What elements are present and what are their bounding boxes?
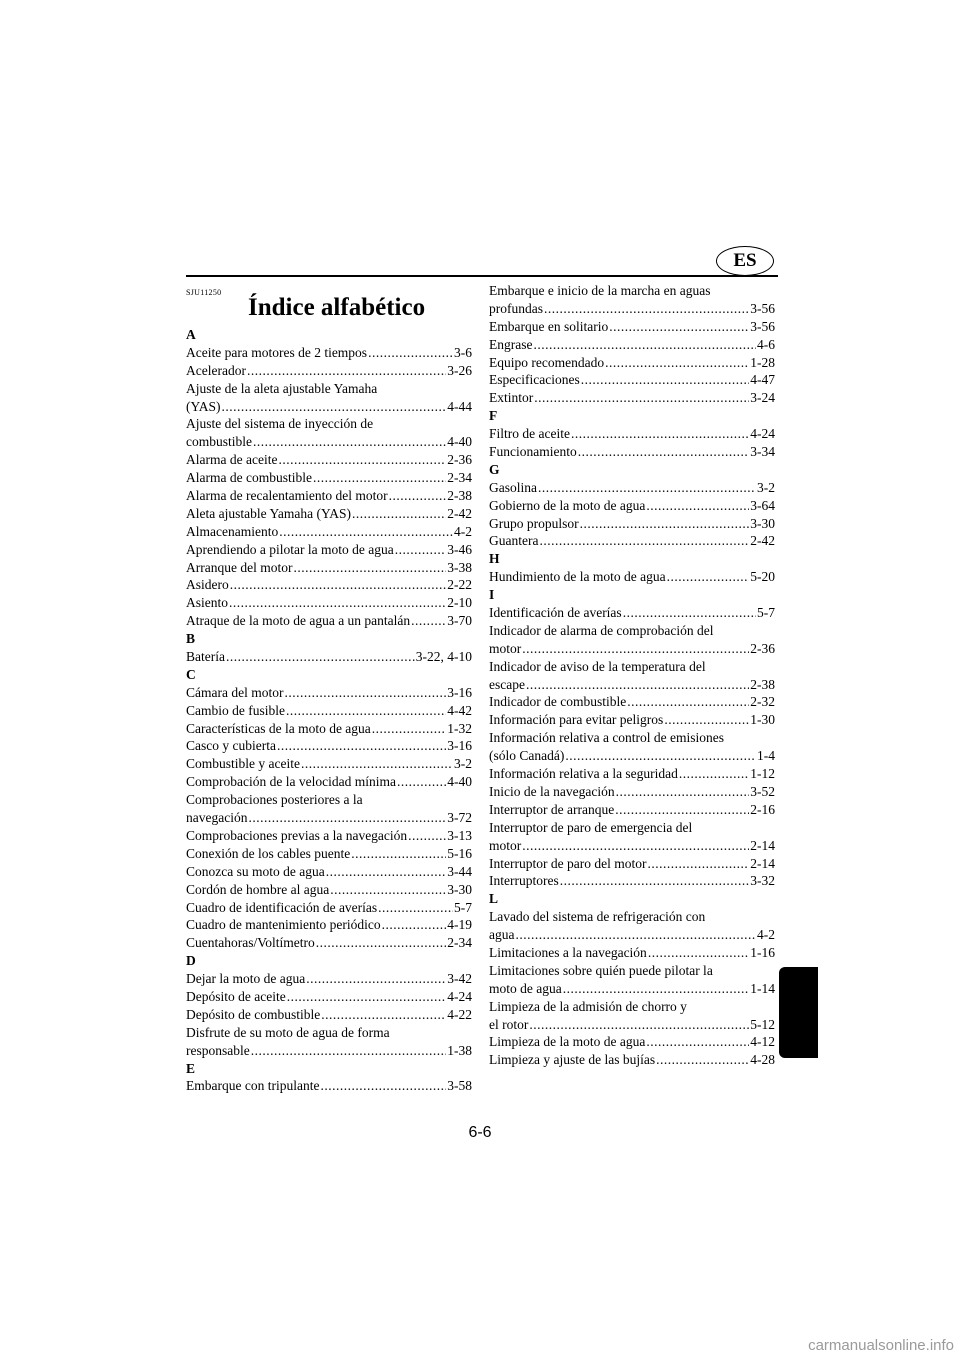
dot-leader [320, 1077, 446, 1095]
index-entry-continued: Información relativa a control de emisiones [489, 730, 725, 746]
index-entry [489, 747, 775, 765]
index-entry-term: Hundimiento de la moto de agua [489, 569, 666, 585]
index-entry [489, 336, 775, 354]
dot-leader [326, 863, 447, 881]
index-entry [186, 1042, 472, 1060]
index-entry-page: 4-44 [447, 398, 472, 414]
dot-leader [368, 344, 453, 362]
dot-leader [581, 371, 750, 389]
index-entry [186, 487, 472, 505]
index-entry-page: 3-13 [447, 827, 472, 843]
index-entry-term: motor [489, 640, 522, 656]
index-entry-term: Atraque de la moto de agua a un pantalán [186, 613, 411, 629]
index-entry-term: Limitaciones a la navegación [489, 944, 647, 960]
index-entry-page: 3-2 [454, 756, 472, 772]
page-number: 6-6 [468, 1124, 492, 1141]
index-column-right [489, 282, 775, 1069]
index-entry [186, 576, 472, 594]
index-entry-term: navegación [186, 810, 248, 826]
index-entry-term: Alarma de combustible [186, 470, 312, 486]
dot-leader [287, 988, 447, 1006]
index-entry-page: 3-64 [750, 497, 775, 513]
index-entry-term: Comprobaciones previas a la navegación [186, 827, 408, 843]
index-entry-term: Aceite para motores de 2 tiempos [186, 344, 368, 360]
index-entry-term: Limpieza de la moto de agua [489, 1034, 646, 1050]
dot-leader [248, 809, 446, 827]
index-entry-page: 3-70 [447, 613, 472, 629]
index-entry [489, 711, 775, 729]
index-entry-term: Características de la moto de agua [186, 720, 371, 736]
dot-leader [222, 398, 447, 416]
index-entry [186, 737, 472, 755]
index-entry-page: 1-4 [757, 748, 775, 764]
index-entry-page: 4-47 [750, 372, 775, 388]
index-entry [186, 344, 472, 362]
index-entry-term: Engrase [489, 336, 533, 352]
index-entry-term: Alarma de recalentamiento del motor [186, 488, 388, 504]
index-entry-term: moto de agua [489, 980, 562, 996]
index-entry-term: Cuentahoras/Voltímetro [186, 935, 315, 951]
dot-leader [646, 1033, 749, 1051]
index-letter-heading: H [489, 551, 500, 567]
index-entry-page: 3-58 [447, 1078, 472, 1094]
index-entry-page: 5-20 [750, 569, 775, 585]
index-entry-page: 4-22 [447, 1006, 472, 1022]
index-entry [186, 505, 472, 523]
index-entry-page: 2-38 [447, 488, 472, 504]
index-entry [186, 827, 472, 845]
index-entry-term: Guantera [489, 533, 539, 549]
index-entry-page: 4-24 [447, 988, 472, 1004]
index-entry-term: Extintor [489, 390, 534, 406]
index-entry [489, 425, 775, 443]
index-entry-term: Batería [186, 649, 225, 665]
index-entry-term: Aprendiendo a pilotar la moto de agua [186, 541, 394, 557]
index-entry-page: 3-34 [750, 444, 775, 460]
index-entry-term: Cuadro de mantenimiento periódico [186, 917, 381, 933]
index-entry-term: Inicio de la navegación [489, 783, 615, 799]
index-entry-page: 3-22, 4-10 [415, 649, 472, 665]
dot-leader [286, 702, 446, 720]
dot-leader [408, 827, 446, 845]
index-entry [186, 362, 472, 380]
index-entry [186, 1077, 472, 1095]
index-entry [489, 568, 775, 586]
dot-leader [293, 559, 446, 577]
index-entry [186, 916, 472, 934]
index-entry [489, 371, 775, 389]
dot-leader [571, 425, 749, 443]
index-entry-page: 3-56 [750, 318, 775, 334]
index-entry-term: Identificación de averías [489, 605, 622, 621]
index-entry-page: 2-34 [447, 935, 472, 951]
dot-leader [616, 783, 750, 801]
index-entry-term: Casco y cubierta [186, 738, 276, 754]
index-entry-page: 2-14 [750, 837, 775, 853]
dot-leader [253, 433, 446, 451]
index-entry-page: 3-24 [750, 390, 775, 406]
index-entry [489, 389, 775, 407]
index-entry-page: 1-28 [750, 354, 775, 370]
index-entry [489, 980, 775, 998]
index-entry-term: Limpieza y ajuste de las bujías [489, 1052, 656, 1068]
index-entry-page: 3-32 [750, 873, 775, 889]
index-entry-page: 3-56 [750, 300, 775, 316]
dot-leader [647, 855, 749, 873]
dot-leader [230, 576, 447, 594]
index-entry-page: 4-42 [447, 702, 472, 718]
index-entry-term: Interruptor de arranque [489, 801, 615, 817]
index-entry-page: 5-16 [447, 845, 472, 861]
index-column-left [186, 326, 472, 1095]
dot-leader [229, 594, 446, 612]
index-entry-page: 1-32 [447, 720, 472, 736]
dot-leader [648, 944, 749, 962]
dot-leader [313, 469, 446, 487]
index-entry-continued: Lavado del sistema de refrigeración con [489, 909, 706, 925]
index-entry-page: 3-30 [750, 515, 775, 531]
index-entry [186, 988, 472, 1006]
index-entry-continued: Interruptor de paro de emergencia del [489, 819, 693, 835]
index-entry-continued: Limpieza de la admisión de chorro y [489, 998, 687, 1014]
index-entry-page: 3-26 [447, 362, 472, 378]
index-entry-term: Gobierno de la moto de agua [489, 497, 646, 513]
index-entry-page: 4-2 [454, 523, 472, 539]
index-entry [186, 702, 472, 720]
index-entry [489, 872, 775, 890]
index-entry [186, 881, 472, 899]
index-entry [186, 451, 472, 469]
dot-leader [522, 837, 749, 855]
index-entry-term: motor [489, 837, 522, 853]
index-entry-term: profundas [489, 300, 543, 316]
index-entry [489, 801, 775, 819]
dot-leader [306, 970, 446, 988]
dot-leader [646, 497, 749, 515]
index-entry [489, 1033, 775, 1051]
dot-leader [560, 872, 750, 890]
index-entry-page: 4-28 [750, 1052, 775, 1068]
index-entry [186, 523, 472, 541]
dot-leader [539, 532, 749, 550]
index-entry-page: 4-6 [757, 336, 775, 352]
index-entry [186, 845, 472, 863]
index-entry [489, 640, 775, 658]
index-entry-term: Cámara del motor [186, 684, 284, 700]
index-entry-term: Filtro de aceite [489, 426, 570, 442]
index-entry-page: 1-12 [750, 766, 775, 782]
index-entry [186, 755, 472, 773]
index-entry-page: 4-24 [750, 426, 775, 442]
index-entry-term: Gasolina [489, 479, 537, 495]
index-entry-page: 2-14 [750, 855, 775, 871]
index-entry [489, 693, 775, 711]
dot-leader [667, 568, 750, 586]
watermark: carmanualsonline.info [808, 1337, 954, 1354]
index-entry-continued: Disfrute de su moto de agua de forma [186, 1024, 390, 1040]
index-entry-term: responsable [186, 1042, 250, 1058]
index-entry-page: 3-72 [447, 810, 472, 826]
dot-leader [580, 515, 750, 533]
dot-leader [372, 720, 446, 738]
index-entry-term: Grupo propulsor [489, 515, 579, 531]
index-entry-page: 4-19 [447, 917, 472, 933]
index-entry [186, 684, 472, 702]
dot-leader [382, 916, 447, 934]
index-entry-term: Almacenamiento [186, 523, 279, 539]
index-entry-page: 3-6 [454, 344, 472, 360]
index-entry-page: 2-36 [750, 640, 775, 656]
index-entry [186, 863, 472, 881]
index-entry-term: Funcionamiento [489, 444, 577, 460]
dot-leader [533, 336, 756, 354]
index-entry [186, 648, 472, 666]
index-entry [186, 612, 472, 630]
dot-leader [627, 693, 749, 711]
index-entry [489, 604, 775, 622]
dot-leader [609, 318, 749, 336]
index-entry [186, 809, 472, 827]
index-entry-page: 5-7 [454, 899, 472, 915]
index-entry-page: 3-30 [447, 881, 472, 897]
index-entry-term: Alarma de aceite [186, 452, 278, 468]
index-entry-page: 3-46 [447, 541, 472, 557]
index-entry [186, 1006, 472, 1024]
dot-leader [330, 881, 446, 899]
dot-leader [578, 443, 750, 461]
dot-leader [395, 541, 447, 559]
index-entry [489, 837, 775, 855]
index-entry-page: 3-52 [750, 783, 775, 799]
index-entry-page: 2-42 [750, 533, 775, 549]
index-entry [489, 532, 775, 550]
dot-leader [664, 711, 749, 729]
index-entry-page: 2-36 [447, 452, 472, 468]
index-entry-page: 4-40 [447, 434, 472, 450]
index-entry-page: 1-38 [447, 1042, 472, 1058]
dot-leader [615, 801, 749, 819]
index-entry-term: el rotor [489, 1016, 529, 1032]
index-entry-term: Depósito de combustible [186, 1006, 321, 1022]
index-entry-page: 5-7 [757, 605, 775, 621]
index-entry-term: Embarque en solitario [489, 318, 609, 334]
dot-leader [565, 747, 756, 765]
index-entry [186, 469, 472, 487]
index-entry-page: 5-12 [750, 1016, 775, 1032]
index-entry [489, 676, 775, 694]
page-title: Índice alfabético [248, 294, 426, 321]
index-entry [489, 443, 775, 461]
dot-leader [538, 479, 756, 497]
index-entry-term: (sólo Canadá) [489, 748, 565, 764]
index-entry-continued: Embarque e inicio de la marcha en aguas [489, 283, 711, 298]
index-entry-term: Cuadro de identificación de averías [186, 899, 378, 915]
index-entry-term: agua [489, 927, 515, 943]
dot-leader [316, 934, 447, 952]
dot-leader [526, 676, 749, 694]
index-entry-term: Conozca su moto de agua [186, 863, 325, 879]
dot-leader [411, 612, 446, 630]
index-entry-page: 2-32 [750, 694, 775, 710]
index-entry-continued: Limitaciones sobre quién puede pilotar la [489, 962, 713, 978]
index-entry-term: Información para evitar peligros [489, 712, 664, 728]
dot-leader [284, 684, 446, 702]
dot-leader [301, 755, 453, 773]
index-entry-term: Combustible y aceite [186, 756, 300, 772]
index-entry [489, 783, 775, 801]
language-badge: ES [716, 246, 774, 276]
index-entry [186, 559, 472, 577]
dot-leader [679, 765, 749, 783]
index-letter-heading: A [186, 327, 196, 342]
index-entry-page: 1-14 [750, 980, 775, 996]
index-letter-heading: B [186, 631, 196, 647]
index-entry-page: 3-16 [447, 684, 472, 700]
index-entry-term: combustible [186, 434, 252, 450]
index-entry [186, 541, 472, 559]
index-entry-page: 2-22 [447, 577, 472, 593]
index-entry-term: Indicador de combustible [489, 694, 627, 710]
dot-leader [534, 389, 749, 407]
index-entry-page: 3-16 [447, 738, 472, 754]
index-entry-term: Equipo recomendado [489, 354, 605, 370]
dot-leader [623, 604, 756, 622]
index-entry [489, 515, 775, 533]
index-entry-continued: Ajuste de la aleta ajustable Yamaha [186, 380, 378, 396]
index-entry [489, 1016, 775, 1034]
dot-leader [515, 926, 756, 944]
index-entry-term: Conexión de los cables puente [186, 845, 351, 861]
index-entry-term: Especificaciones [489, 372, 580, 388]
index-entry [489, 1051, 775, 1069]
index-letter-heading: D [186, 953, 196, 969]
index-entry-term: Arranque del motor [186, 559, 293, 575]
index-entry [489, 765, 775, 783]
dot-leader [321, 1006, 446, 1024]
index-entry-term: Acelerador [186, 362, 246, 378]
index-entry [186, 773, 472, 791]
header-rule [186, 275, 778, 277]
index-entry-page: 3-42 [447, 971, 472, 987]
index-entry [489, 944, 775, 962]
index-entry-term: Aleta ajustable Yamaha (YAS) [186, 505, 351, 521]
dot-leader [251, 1042, 447, 1060]
index-entry-term: Asiento [186, 595, 228, 611]
dot-leader [544, 300, 749, 318]
dot-leader [656, 1051, 749, 1069]
index-entry-page: 4-12 [750, 1034, 775, 1050]
index-entry-term: Cambio de fusible [186, 702, 285, 718]
index-entry-term: Interruptores [489, 873, 559, 889]
index-entry-continued: Indicador de aviso de la temperatura del [489, 658, 706, 674]
index-letter-heading: C [186, 666, 196, 682]
index-entry-continued: Comprobaciones posteriores a la [186, 792, 363, 808]
index-entry [186, 720, 472, 738]
index-entry-term: Comprobación de la velocidad mínima [186, 774, 396, 790]
index-letter-heading: L [489, 891, 499, 907]
dot-leader [279, 523, 453, 541]
index-entry [186, 934, 472, 952]
index-entry [186, 398, 472, 416]
index-entry [186, 433, 472, 451]
index-entry-continued: Indicador de alarma de comprobación del [489, 622, 714, 638]
index-entry-page: 2-34 [447, 470, 472, 486]
dot-leader [226, 648, 415, 666]
index-entry-page: 2-42 [447, 505, 472, 521]
index-entry-term: escape [489, 676, 525, 692]
index-entry [489, 855, 775, 873]
document-code: SJU11250 [186, 288, 222, 297]
dot-leader [529, 1016, 749, 1034]
index-entry-term: Depósito de aceite [186, 988, 286, 1004]
index-entry-term: Cordón de hombre al agua [186, 881, 330, 897]
index-entry-page: 1-30 [750, 712, 775, 728]
index-entry-page: 2-38 [750, 676, 775, 692]
index-entry-page: 4-2 [757, 927, 775, 943]
chapter-tab-marker [779, 967, 818, 1058]
index-entry-term: Embarque con tripulante [186, 1078, 320, 1094]
index-entry [489, 354, 775, 372]
dot-leader [378, 899, 453, 917]
index-entry [489, 318, 775, 336]
index-entry-page: 4-40 [447, 774, 472, 790]
index-letter-heading: G [489, 461, 500, 477]
index-entry-term: Asidero [186, 577, 229, 593]
index-entry-page: 2-10 [447, 595, 472, 611]
dot-leader [352, 505, 446, 523]
index-letter-heading: I [489, 587, 495, 603]
index-letter-heading: E [186, 1060, 196, 1076]
dot-leader [397, 773, 446, 791]
index-entry-term: Dejar la moto de agua [186, 971, 306, 987]
index-entry-term: (YAS) [186, 398, 221, 414]
index-entry-continued: Ajuste del sistema de inyección de [186, 416, 374, 432]
index-entry-page: 3-44 [447, 863, 472, 879]
index-entry [186, 899, 472, 917]
dot-leader [351, 845, 446, 863]
index-entry-term: Interruptor de paro del motor [489, 855, 647, 871]
dot-leader [277, 737, 446, 755]
index-entry-term: Información relativa a la seguridad [489, 766, 678, 782]
index-entry [489, 479, 775, 497]
dot-leader [278, 451, 446, 469]
index-entry-page: 2-16 [750, 801, 775, 817]
dot-leader [389, 487, 447, 505]
index-letter-heading: F [489, 408, 498, 424]
index-entry-page: 3-38 [447, 559, 472, 575]
index-entry [489, 926, 775, 944]
dot-leader [247, 362, 446, 380]
index-entry-page: 3-2 [757, 479, 775, 495]
index-entry [489, 300, 775, 318]
index-entry [186, 594, 472, 612]
dot-leader [563, 980, 750, 998]
index-entry [186, 970, 472, 988]
index-entry-page: 1-16 [750, 944, 775, 960]
dot-leader [605, 354, 749, 372]
dot-leader [522, 640, 749, 658]
index-entry [489, 497, 775, 515]
